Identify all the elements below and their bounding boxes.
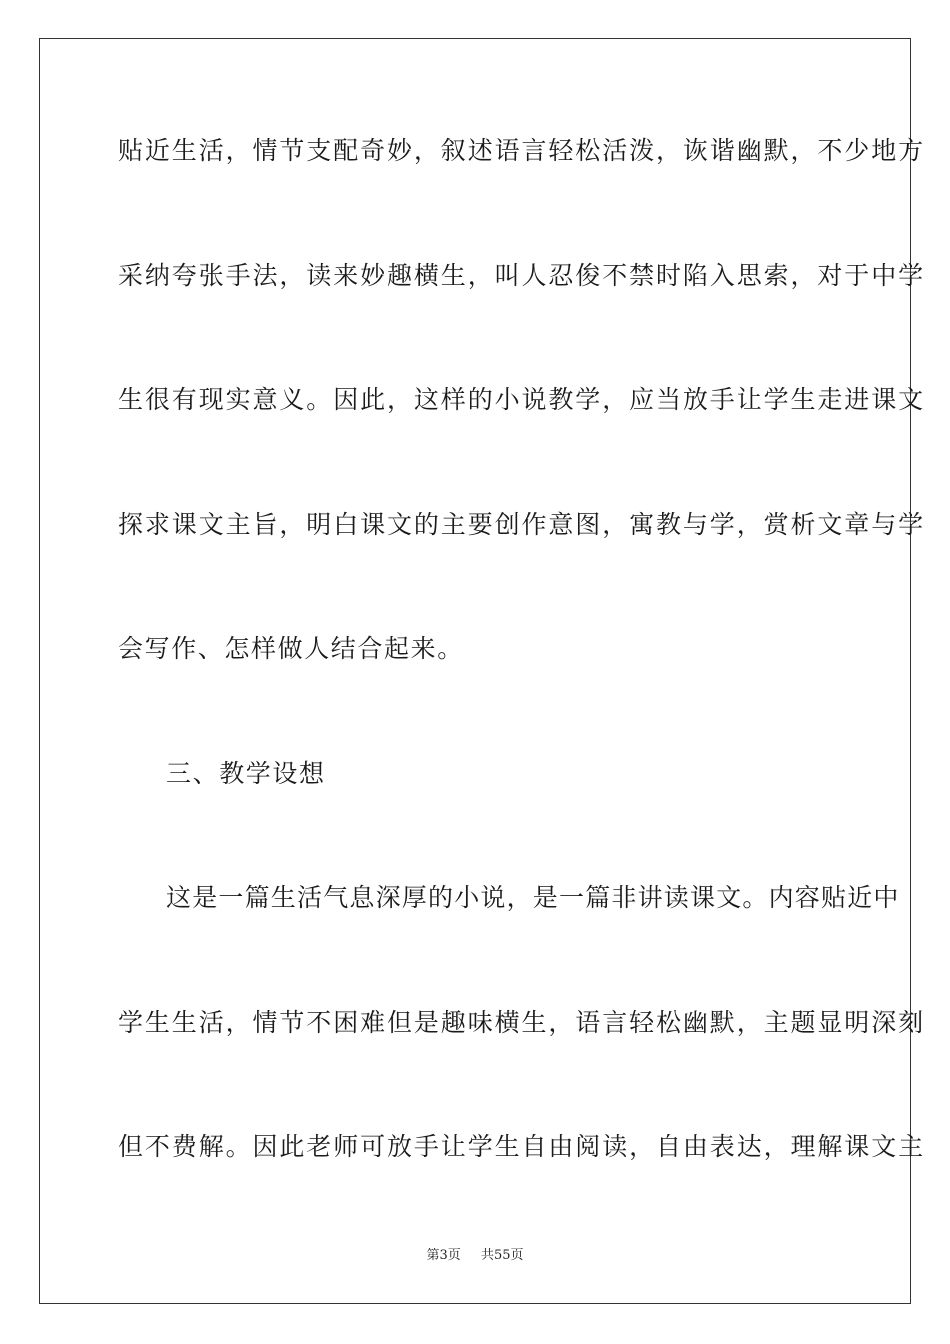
body-text-line: 采纳夸张手法，读来妙趣横生，叫人忍俊不禁时陷入思索，对于中学	[118, 261, 926, 290]
body-text-line: 会写作、怎样做人结合起来。	[118, 634, 464, 663]
page-number: 第3页	[426, 1248, 461, 1263]
body-text-line: 生很有现实意义。因此，这样的小说教学，应当放手让学生走进课文	[118, 385, 926, 414]
page-footer	[0, 1247, 950, 1265]
page-total: 共55页	[481, 1248, 524, 1263]
body-text-line: 学生生活，情节不困难但是趣味横生，语言轻松幽默，主题显明深刻	[118, 1008, 926, 1037]
body-text-line: 但不费解。因此老师可放手让学生自由阅读，自由表达，理解课文主	[118, 1132, 926, 1161]
body-text-line: 贴近生活，情节支配奇妙，叙述语言轻松活泼，诙谐幽默，不少地方	[118, 136, 926, 165]
body-text-line: 这是一篇生活气息深厚的小说，是一篇非讲读课文。内容贴近中	[166, 883, 900, 912]
body-text-line: 探求课文主旨，明白课文的主要创作意图，寓教与学，赏析文章与学	[118, 510, 926, 539]
section-heading: 三、教学设想	[166, 759, 326, 788]
page-border	[39, 38, 926, 1304]
